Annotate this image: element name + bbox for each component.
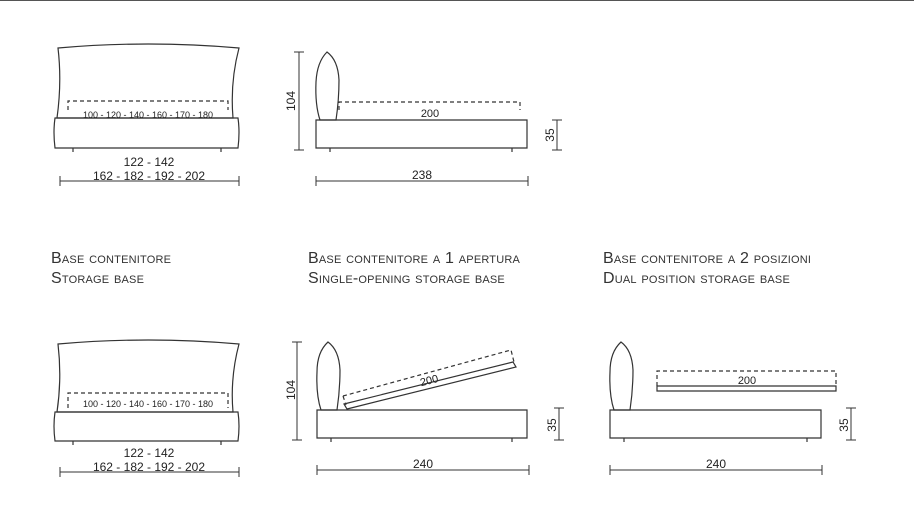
side-view-dual-position xyxy=(610,342,856,475)
sizes-label: 100 - 120 - 140 - 160 - 170 - 180 xyxy=(82,110,214,120)
mattress-length-label: 200 xyxy=(418,373,440,390)
height-label: 104 xyxy=(284,90,298,112)
frame-height-label: 35 xyxy=(545,418,559,432)
length-label: 240 xyxy=(705,457,727,471)
frame-height-label: 35 xyxy=(543,128,557,142)
width-long-label: 162 - 182 - 192 - 202 xyxy=(92,169,206,183)
sizes-label: 100 - 120 - 140 - 160 - 170 - 180 xyxy=(82,399,214,409)
width-short-label: 122 - 142 xyxy=(123,446,175,460)
bed-frame-body xyxy=(54,412,239,441)
length-label: 240 xyxy=(412,457,434,471)
headboard-side-outline xyxy=(316,52,339,120)
height-label: 104 xyxy=(284,379,298,401)
mattress-length-label: 200 xyxy=(420,108,440,120)
bed-frame-side xyxy=(317,410,527,438)
headboard-side-outline xyxy=(610,342,633,410)
caption-base-it: Base contenitore xyxy=(51,250,172,267)
length-label: 238 xyxy=(411,168,433,182)
caption-dual-it: Base contenitore a 2 posizioni xyxy=(603,250,812,267)
width-short-label: 122 - 142 xyxy=(123,155,175,169)
mattress-length-label: 200 xyxy=(737,375,757,387)
caption-single-it: Base contenitore a 1 apertura xyxy=(308,250,521,267)
caption-dual-en: Dual position storage base xyxy=(603,270,790,287)
caption-single-en: Single-opening storage base xyxy=(308,270,505,287)
frame-height-label: 35 xyxy=(837,418,851,432)
caption-base-en: Storage base xyxy=(51,270,145,287)
headboard-outline xyxy=(57,44,239,118)
side-view-single-opening xyxy=(292,342,564,475)
bed-frame-side xyxy=(316,120,527,148)
mattress-dashed xyxy=(68,101,228,110)
bed-frame-body xyxy=(54,118,239,148)
bed-frame-side xyxy=(610,410,821,438)
width-long-label: 162 - 182 - 192 - 202 xyxy=(92,460,206,474)
headboard-side-outline xyxy=(317,342,340,410)
